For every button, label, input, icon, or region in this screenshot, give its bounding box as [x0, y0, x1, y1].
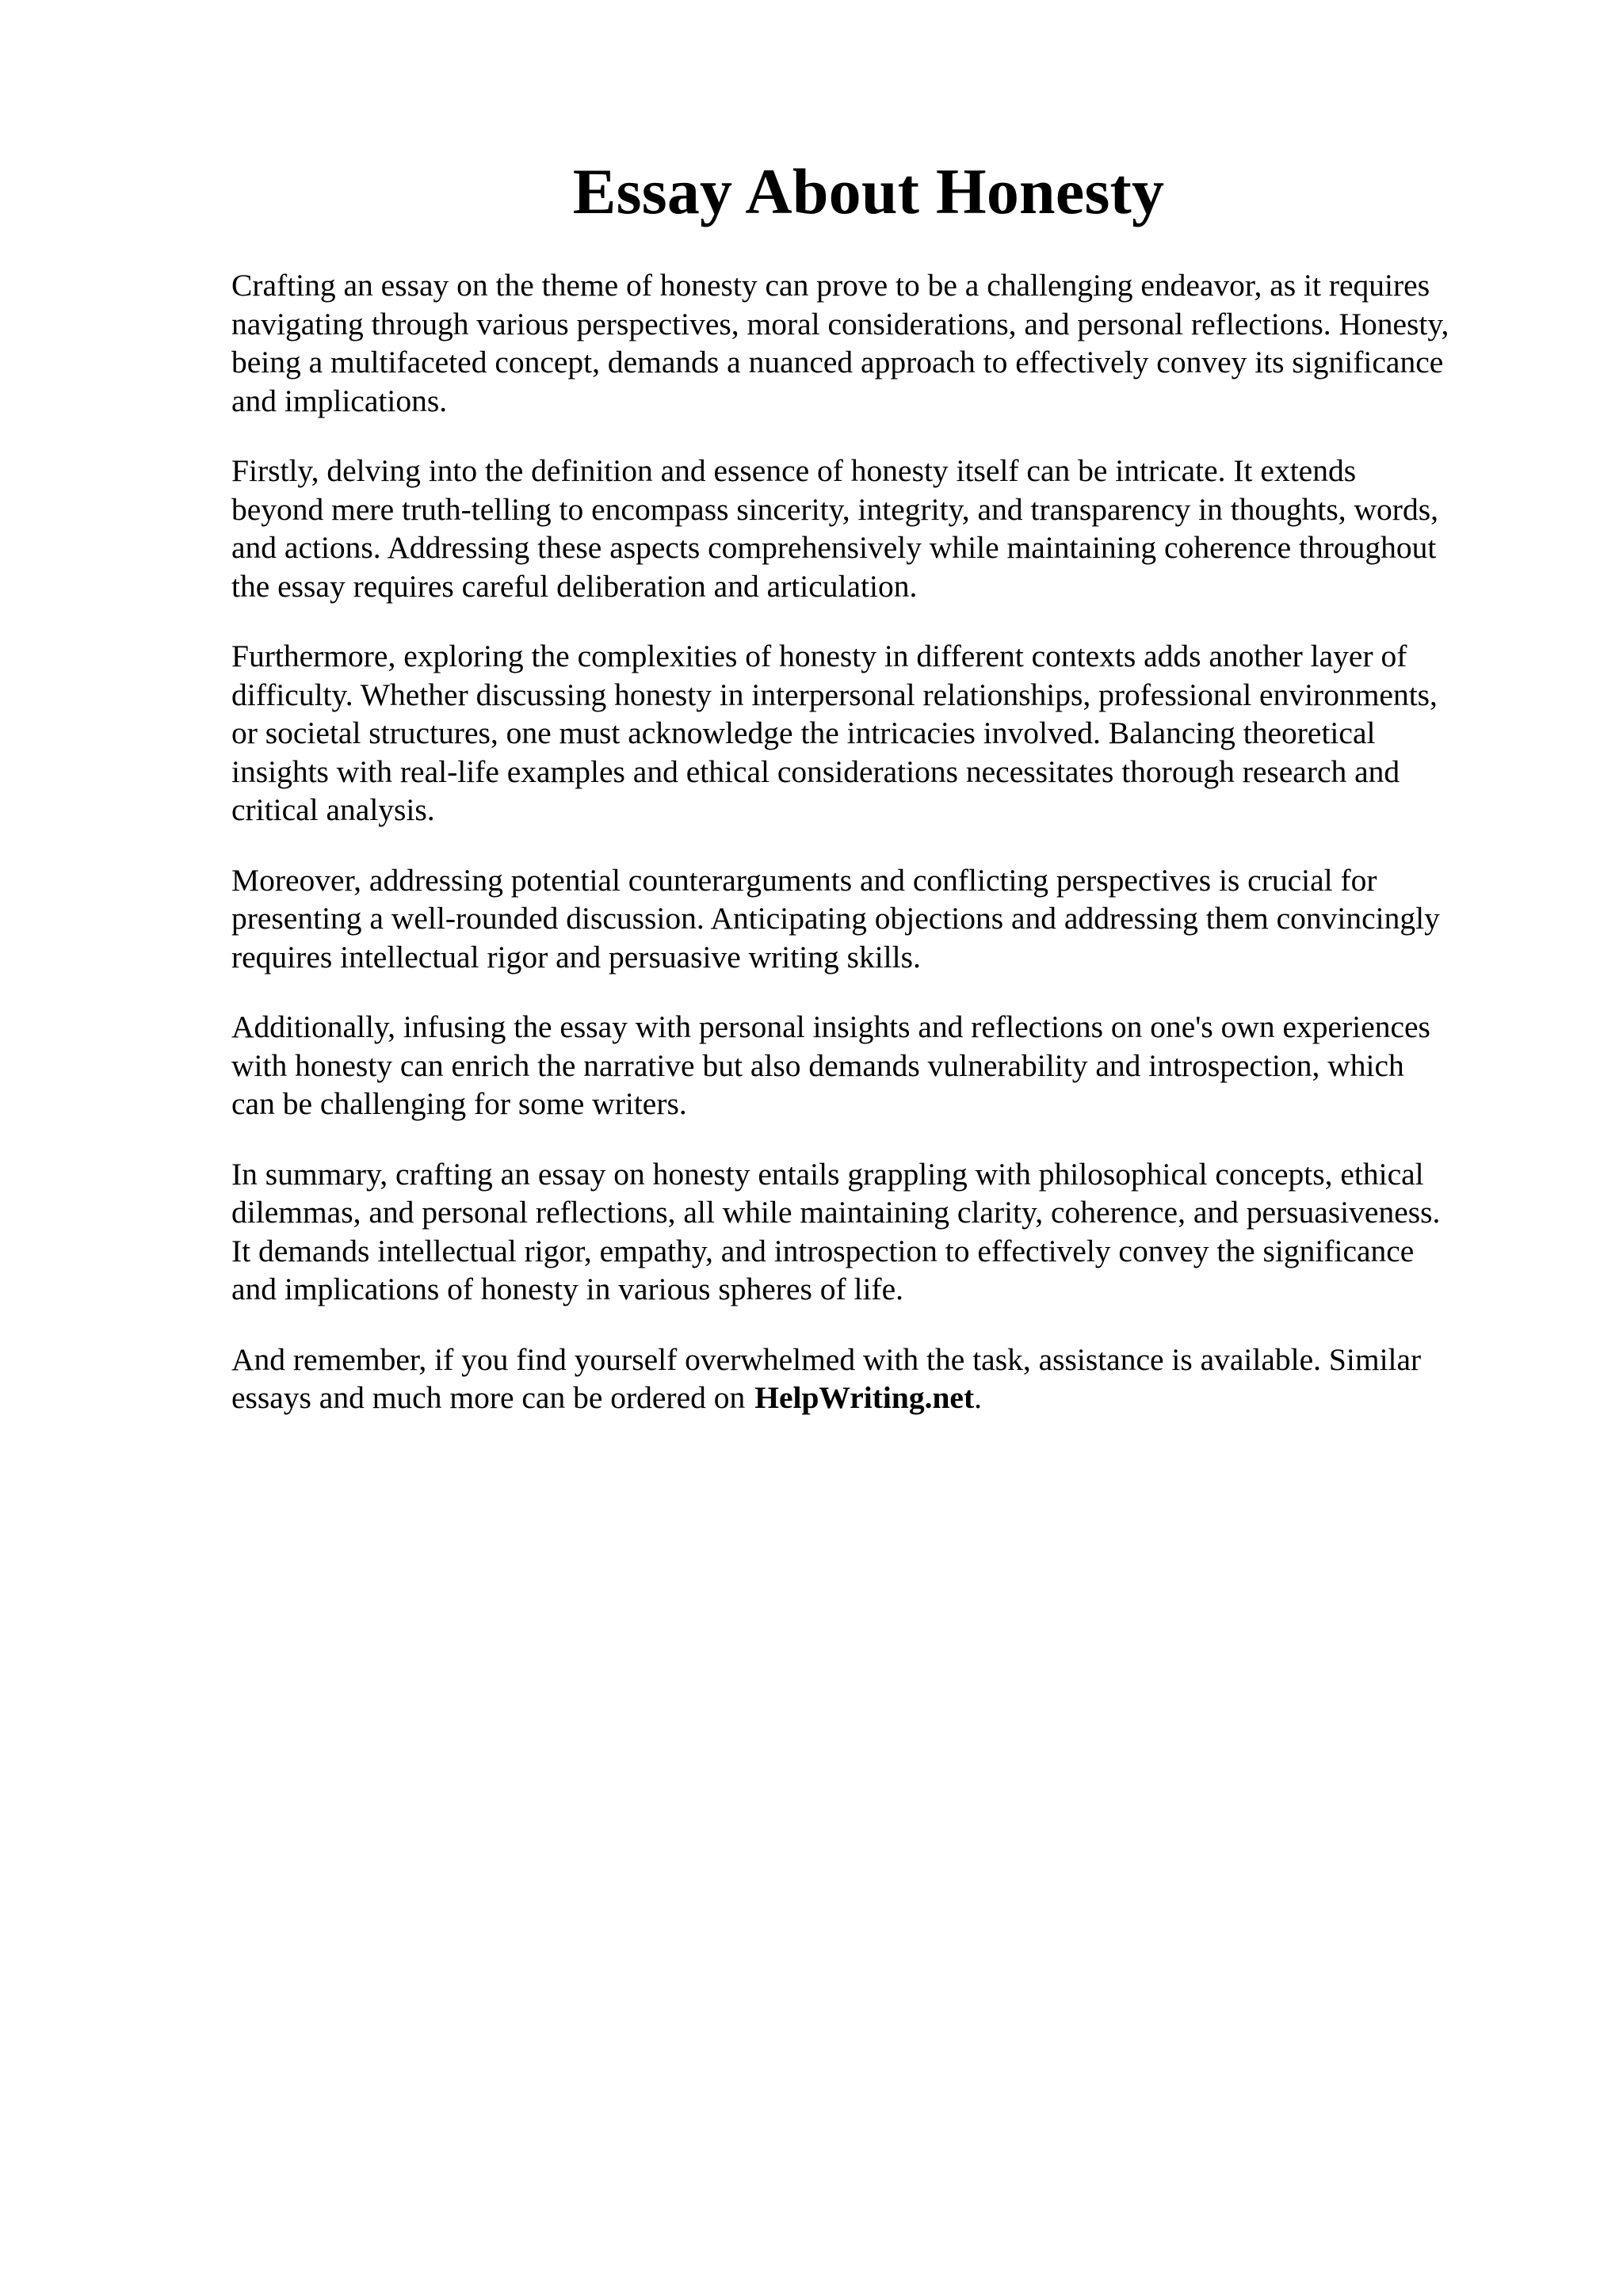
paragraph-line: requires intellectual rigor and persuasive writing skills. — [231, 939, 921, 974]
closing-period: . — [974, 1380, 982, 1415]
paragraph-closing — [231, 1341, 1515, 1417]
paragraph-line: Furthermore, exploring the complexities of honesty in different contexts adds another layer of — [231, 639, 1407, 673]
paragraph-line: navigating through various perspectives, moral considerations, and personal reflections. Honesty, — [231, 306, 1449, 341]
paragraph-personal-insights — [231, 1008, 1515, 1123]
paragraph-line: In summary, crafting an essay on honesty entails grappling with philosophical concepts, ethical — [231, 1156, 1424, 1192]
paragraph-definition — [231, 452, 1515, 605]
paragraph-line: beyond mere truth-telling to encompass sincerity, integrity, and transparency in thoughts, words, — [231, 491, 1438, 527]
paragraph-line: It demands intellectual rigor, empathy, and introspection to effectively convey the significance — [231, 1233, 1415, 1268]
helpwriting-link[interactable]: HelpWriting.net — [754, 1380, 975, 1415]
paragraph-summary — [231, 1155, 1515, 1309]
paragraph-line: Firstly, delving into the definition and essence of honesty itself can be intricate. It extends — [231, 453, 1357, 488]
paragraph-line: can be challenging for some writers. — [231, 1086, 687, 1121]
paragraph-contexts — [231, 637, 1515, 830]
paragraph-line: insights with real-life examples and ethical considerations necessitates thorough research and — [231, 753, 1400, 789]
paragraph-counterarguments — [231, 861, 1515, 977]
paragraph-line: and implications of honesty in various spheres of life. — [231, 1272, 903, 1306]
paragraph-line: and implications. — [231, 383, 448, 418]
document-title: Essay About Honesty — [572, 155, 1165, 227]
paragraph-line: presenting a well-rounded discussion. Anticipating objections and addressing them convincingly — [231, 901, 1440, 936]
paragraph-line: Additionally, infusing the essay with personal insights and reflections on one's own experiences — [231, 1009, 1430, 1044]
paragraph-line: or societal structures, one must acknowledge the intricacies involved. Balancing theoretical — [231, 715, 1376, 750]
paragraph-line: with honesty can enrich the narrative but also demands vulnerability and introspection, which — [231, 1047, 1404, 1083]
paragraph-line: being a multifaceted concept, demands a nuanced approach to effectively convey its significance — [231, 345, 1444, 379]
essay-body — [231, 266, 1515, 1449]
paragraph-line: Crafting an essay on the theme of honesty can prove to be a challenging endeavor, as it requires — [231, 268, 1430, 303]
paragraph-line: and actions. Addressing these aspects comprehensively while maintaining coherence throughout — [231, 530, 1437, 565]
paragraph-line: difficulty. Whether discussing honesty in interpersonal relationships, professional environments, — [231, 677, 1438, 712]
paragraph-line: dilemmas, and personal reflections, all while maintaining clarity, coherence, and persuasiveness. — [231, 1195, 1441, 1230]
paragraph-line: critical analysis. — [231, 792, 435, 827]
paragraph-intro — [231, 266, 1515, 420]
closing-prefix-text: essays and much more can be ordered on — [231, 1380, 746, 1415]
closing-line-with-link — [231, 1379, 1515, 1417]
paragraph-line: And remember, if you find yourself overwhelmed with the task, assistance is available. Similar — [231, 1341, 1422, 1377]
paragraph-line: Moreover, addressing potential counterarguments and conflicting perspectives is crucial for — [231, 862, 1377, 898]
paragraph-line: the essay requires careful deliberation and articulation. — [231, 568, 918, 604]
